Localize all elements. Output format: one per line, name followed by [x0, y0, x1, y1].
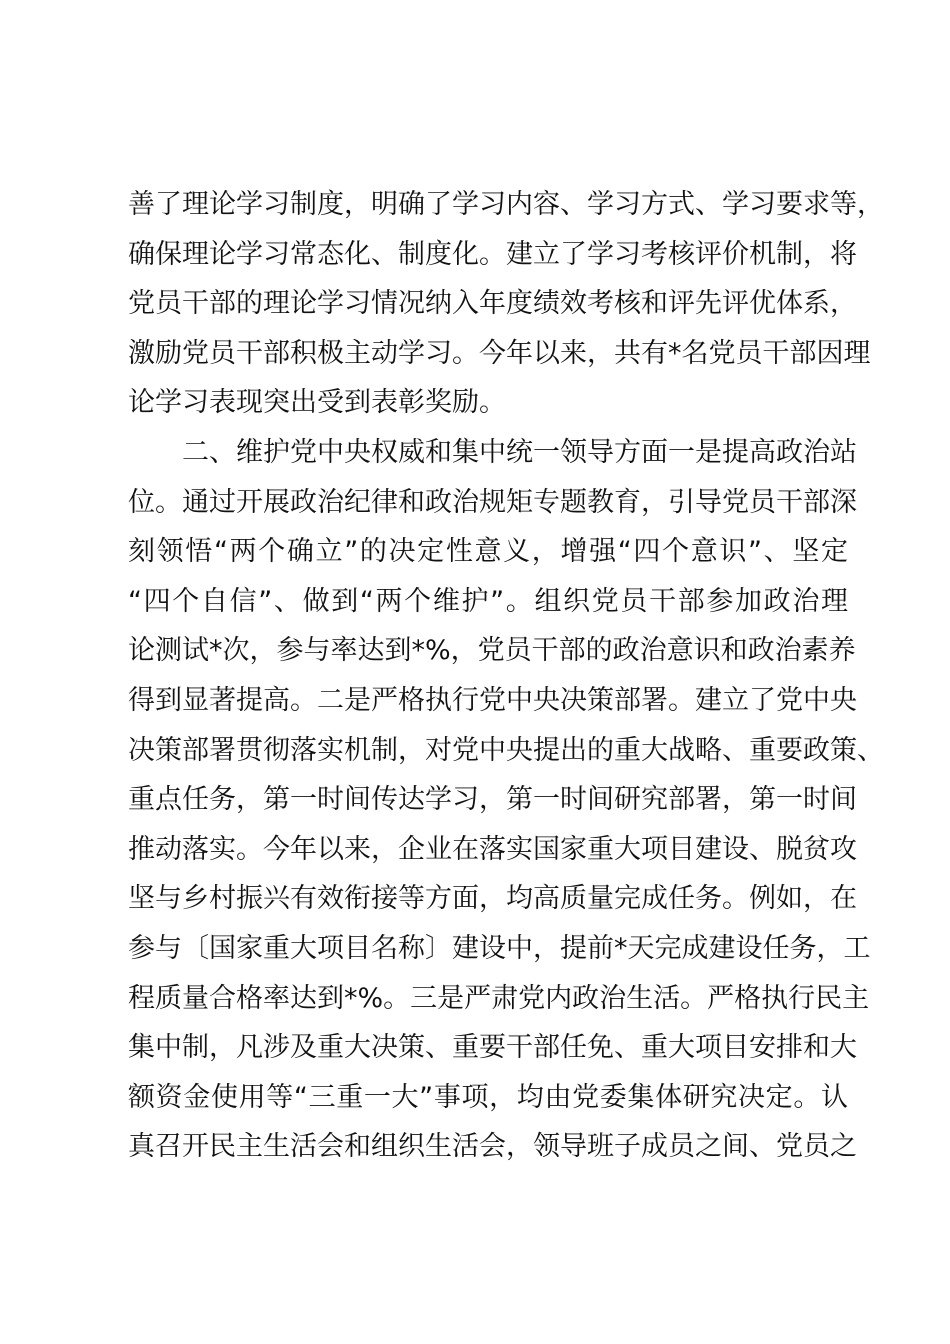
text-line: 参与〔国家重大项目名称〕建设中，提前*天完成建设任务，工	[128, 932, 871, 964]
text-line: “四个自信”、做到“两个维护”。组织党员干部参加政治理	[128, 585, 848, 617]
text-line: 决策部署贯彻落实机制，对党中央提出的重大战略、重要政策、	[128, 734, 884, 766]
text-line: 激励党员干部积极主动学习。今年以来，共有*名党员干部因理	[128, 337, 871, 369]
text-line: 程质量合格率达到*%。三是严肃党内政治生活。严格执行民主	[128, 982, 870, 1014]
text-line: 坚与乡村振兴有效衔接等方面，均高质量完成任务。例如，在	[128, 883, 857, 915]
text-line: 推动落实。今年以来，企业在落实国家重大项目建设、脱贫攻	[128, 833, 857, 865]
text-line: 论测试*次，参与率达到*%，党员干部的政治意识和政治素养	[128, 635, 856, 667]
text-line: 位。通过开展政治纪律和政治规矩专题教育，引导党员干部深	[128, 486, 857, 518]
section-heading-line: 二、维护党中央权威和集中统一领导方面一是提高政治站	[182, 436, 857, 468]
text-line: 善了理论学习制度，明确了学习内容、学习方式、学习要求等，	[128, 189, 884, 220]
text-line: 真召开民主生活会和组织生活会，领导班子成员之间、党员之	[128, 1131, 857, 1163]
text-line: 集中制，凡涉及重大决策、重要干部任免、重大项目安排和大	[128, 1032, 857, 1064]
body-text	[128, 180, 884, 1172]
text-line: 确保理论学习常态化、制度化。建立了学习考核评价机制，将	[128, 238, 857, 270]
text-line: 刻领悟“两个确立”的决定性意义，增强“四个意识”、坚定	[128, 536, 848, 568]
text-line: 额资金使用等“三重一大”事项，均由党委集体研究决定。认	[128, 1081, 848, 1113]
text-line: 论学习表现突出受到表彰奖励。	[128, 387, 506, 419]
text-line: 党员干部的理论学习情况纳入年度绩效考核和评先评优体系，	[128, 288, 857, 320]
text-line: 重点任务，第一时间传达学习，第一时间研究部署，第一时间	[128, 784, 857, 816]
text-line: 得到显著提高。二是严格执行党中央决策部署。建立了党中央	[128, 684, 857, 716]
